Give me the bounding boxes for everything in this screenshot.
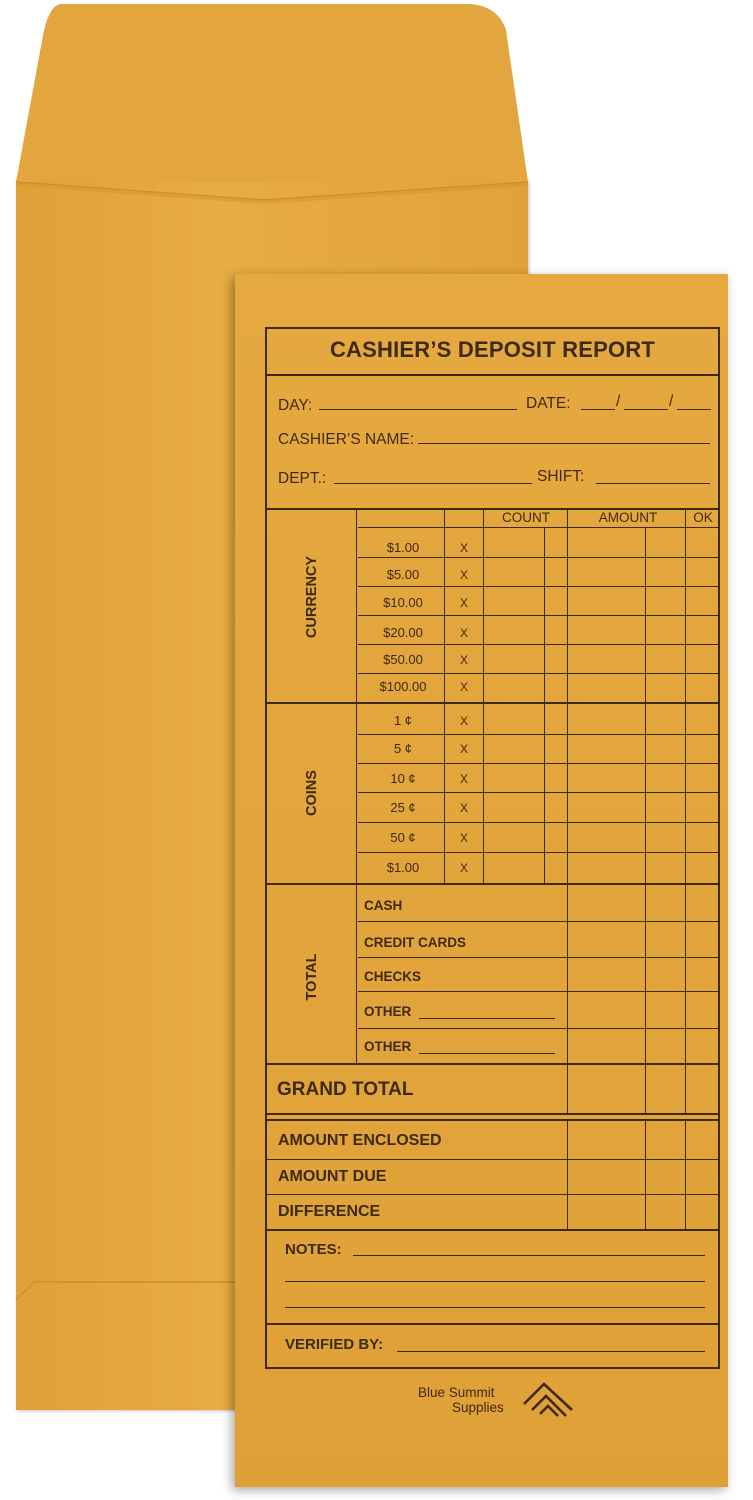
currency-denomination: $10.00 — [383, 595, 423, 610]
coin-denomination: $1.00 — [386, 860, 420, 875]
notes-line — [353, 1255, 705, 1256]
deposit-report-form — [265, 327, 720, 1369]
amount-column-header: AMOUNT — [598, 510, 658, 525]
mountain-chevron-icon — [522, 1380, 574, 1418]
day-label: DAY: — [278, 397, 313, 414]
ok-column-header: OK — [693, 510, 713, 525]
currency-denomination: $50.00 — [383, 652, 423, 667]
notes-line — [285, 1281, 705, 1282]
notes-line — [285, 1307, 705, 1308]
currency-section-label: CURRENCY — [304, 555, 320, 639]
currency-denomination: $20.00 — [383, 625, 423, 640]
difference-label: DIFFERENCE — [278, 1203, 381, 1220]
date-separator: / — [616, 393, 621, 410]
brand-logo — [418, 1380, 578, 1420]
multiply-sign: X — [459, 861, 468, 875]
multiply-sign: X — [459, 680, 468, 694]
total-row-label: CREDIT CARDS — [364, 935, 467, 950]
total-row-label: CASH — [364, 898, 403, 913]
coin-denomination: 10 ¢ — [390, 771, 416, 786]
brand-name-line1: Blue Summit — [418, 1385, 495, 1400]
grand-total-label: GRAND TOTAL — [277, 1079, 414, 1100]
cashier-name-line — [418, 443, 710, 444]
coin-denomination: 5 ¢ — [393, 741, 413, 756]
total-row-label: OTHER — [364, 1039, 412, 1054]
shift-label: SHIFT: — [537, 468, 585, 485]
shift-line — [596, 483, 710, 484]
brand-name-line2: Supplies — [452, 1400, 504, 1415]
date-label: DATE: — [526, 395, 571, 412]
multiply-sign: X — [459, 568, 468, 582]
coins-section-label: COINS — [304, 770, 320, 816]
multiply-sign: X — [459, 831, 468, 845]
day-line — [319, 409, 517, 410]
total-row-label: OTHER — [364, 1004, 412, 1019]
total-row-label: CHECKS — [364, 969, 422, 984]
dept-label: DEPT.: — [278, 470, 327, 487]
multiply-sign: X — [459, 626, 468, 640]
multiply-sign: X — [459, 714, 468, 728]
currency-denomination: $5.00 — [386, 567, 420, 582]
coin-denomination: 50 ¢ — [390, 830, 416, 845]
date-separator: / — [669, 393, 674, 410]
currency-denomination: $1.00 — [386, 540, 420, 555]
verified-by-line — [397, 1351, 705, 1352]
multiply-sign: X — [459, 801, 468, 815]
multiply-sign: X — [459, 596, 468, 610]
form-title: CASHIER’S DEPOSIT REPORT — [329, 337, 656, 362]
amount-enclosed-label: AMOUNT ENCLOSED — [278, 1132, 442, 1149]
multiply-sign: X — [459, 541, 468, 555]
currency-denomination: $100.00 — [379, 679, 427, 694]
multiply-sign: X — [459, 772, 468, 786]
count-column-header: COUNT — [502, 510, 550, 525]
cashier-name-label: CASHIER’S NAME: — [278, 431, 415, 448]
verified-by-label: VERIFIED BY: — [285, 1336, 384, 1353]
multiply-sign: X — [459, 653, 468, 667]
total-section-label: TOTAL — [304, 953, 320, 1001]
dept-line — [334, 483, 532, 484]
coin-denomination: 1 ¢ — [393, 713, 413, 728]
amount-due-label: AMOUNT DUE — [278, 1168, 387, 1185]
notes-label: NOTES: — [285, 1241, 342, 1258]
multiply-sign: X — [459, 742, 468, 756]
coin-denomination: 25 ¢ — [390, 800, 416, 815]
